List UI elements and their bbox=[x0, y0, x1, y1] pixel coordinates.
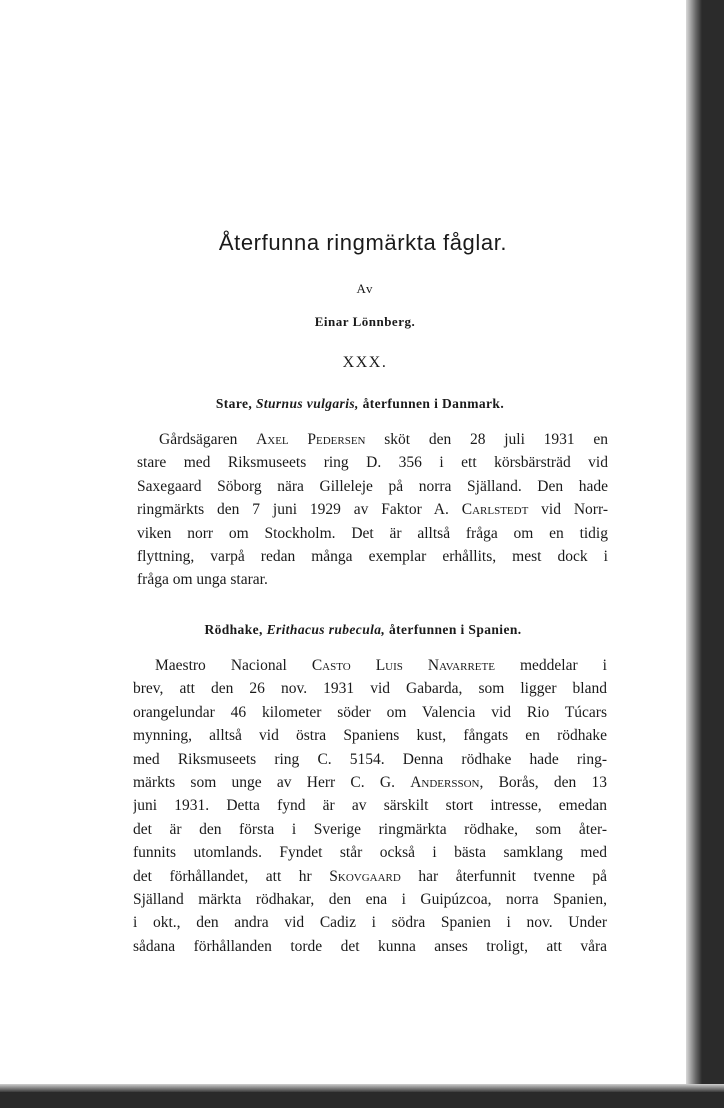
text-run: det förhållandet, att hr bbox=[133, 867, 330, 885]
text-run: det är den första i Sverige ringmärkta rödhake, som åter- bbox=[133, 820, 607, 838]
text-run: stare med Riksmuseets ring D. 356 i ett körsbärsträd vid bbox=[137, 454, 608, 472]
text-run: flyttning, varpå redan många exemplar erhållits, mest dock i bbox=[137, 548, 608, 566]
person-name: Axel Pedersen bbox=[256, 431, 366, 448]
text-line bbox=[133, 911, 607, 934]
text-run: sådana förhållanden torde det kunna anses troligt, att våra bbox=[133, 937, 607, 955]
text-line bbox=[137, 498, 608, 521]
text-line bbox=[137, 451, 608, 474]
text-run: märkts som unge av Herr C. G. bbox=[133, 774, 411, 792]
text-line bbox=[133, 935, 607, 958]
section-paragraph bbox=[0, 428, 686, 592]
text-line bbox=[137, 545, 608, 568]
text-line bbox=[133, 748, 607, 771]
text-line bbox=[137, 522, 608, 545]
section-heading bbox=[0, 396, 686, 412]
section-rodhake bbox=[0, 622, 686, 958]
text-run: orangelundar 46 kilometer söder om Valencia vid Rio Túcars bbox=[133, 703, 607, 721]
text-line bbox=[137, 475, 608, 498]
text-line bbox=[133, 654, 607, 677]
person-name: Andersson bbox=[410, 774, 480, 792]
text-line bbox=[137, 568, 608, 591]
article-byline: Av bbox=[356, 281, 374, 296]
text-line bbox=[137, 428, 608, 451]
heading-common-name: Rödhake, bbox=[204, 622, 263, 637]
text-line bbox=[133, 818, 607, 841]
heading-species-name: Sturnus vulgaris, bbox=[255, 396, 359, 411]
section-paragraph bbox=[0, 654, 686, 958]
heading-species-name: Erithacus rubecula, bbox=[266, 622, 386, 637]
text-run: fråga om unga starar. bbox=[137, 571, 268, 589]
text-run: meddelar i bbox=[494, 657, 607, 674]
article-number: XXX. bbox=[342, 354, 388, 371]
text-run: Saxegaard Söborg nära Gilleleje på norra Själland. Den hade bbox=[137, 477, 608, 495]
article-author: Einar Lönnberg. bbox=[314, 314, 416, 329]
heading-common-name: Stare, bbox=[215, 396, 253, 411]
text-run: sköt den 28 juli 1931 en bbox=[365, 431, 608, 448]
scan-border-right-shade bbox=[686, 0, 702, 1108]
text-run: har återfunnit tvenne på bbox=[400, 867, 607, 885]
heading-location: återfunnen i Spanien. bbox=[388, 622, 522, 637]
scan-border-bottom-shade bbox=[0, 1084, 724, 1092]
text-run: med Riksmuseets ring C. 5154. Denna rödhake hade ring- bbox=[133, 750, 607, 768]
section-heading bbox=[0, 622, 686, 638]
text-line bbox=[133, 771, 607, 794]
text-run: brev, att den 26 nov. 1931 vid Gabarda, som ligger bland bbox=[133, 680, 607, 698]
text-run: funnits utomlands. Fyndet står också i bästa samklang med bbox=[133, 844, 607, 862]
person-name: Carlstedt bbox=[461, 501, 529, 519]
heading-location: återfunnen i Danmark. bbox=[362, 396, 505, 411]
text-line bbox=[133, 888, 607, 911]
text-run: mynning, alltså vid östra Spaniens kust, fångats en rödhake bbox=[133, 727, 607, 745]
text-line bbox=[133, 701, 607, 724]
text-line bbox=[133, 841, 607, 864]
text-line bbox=[133, 794, 607, 817]
person-name: Casto Luis Navarrete bbox=[311, 657, 495, 674]
text-line bbox=[133, 724, 607, 747]
person-name: Skovgaard bbox=[329, 867, 401, 885]
article-title: Återfunna ringmärkta fåglar. bbox=[218, 230, 508, 255]
text-run: i okt., den andra vid Cadiz i södra Spanien i nov. Under bbox=[133, 914, 607, 932]
text-run: juni 1931. Detta fynd är av särskilt stort intresse, emedan bbox=[133, 797, 607, 815]
text-run: , Borås, den 13 bbox=[479, 774, 607, 792]
text-run: viken norr om Stockholm. Det är alltså fråga om en tidig bbox=[137, 524, 608, 542]
section-stare bbox=[0, 396, 686, 592]
text-run: vid Norr- bbox=[528, 501, 608, 519]
text-line bbox=[133, 865, 607, 888]
text-run: ringmärkts den 7 juni 1929 av Faktor A. bbox=[137, 501, 462, 519]
text-line bbox=[133, 677, 607, 700]
text-run: Själland märkta rödhakar, den ena i Guipúzcoa, norra Spanien, bbox=[133, 891, 607, 909]
text-run: Maestro Nacional bbox=[155, 657, 312, 674]
text-run: Gårdsägaren bbox=[159, 431, 257, 448]
